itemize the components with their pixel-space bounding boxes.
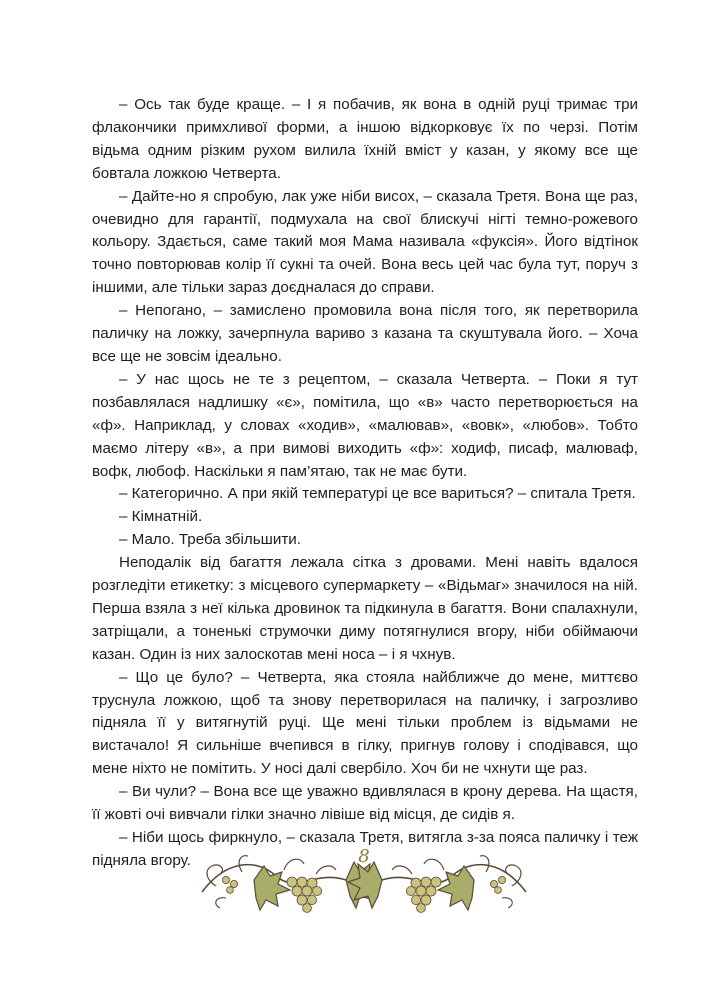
paragraph: Неподалік від багаття лежала сітка з дровами. Мені навіть вдалося розгледіти етикетку: з місцевого супермаркету – «Відьмаг» значилося на ній. Перша взяла з неї кілька дровинок та підкинула в багаття. Вони спалахнули, затріщали, а тоненькі струмочки диму потягнулися вгору, ніби обіймаючи казан. Один із них залоскотав мені носа – і я чхнув. bbox=[92, 554, 638, 663]
paragraph: – Категорично. А при якій температурі це все вариться? – спитала Третя. bbox=[119, 485, 636, 503]
paragraph: – Ось так буде краще. – І я побачив, як вона в одній руці тримає три флакончики примхливої форми, а іншою відкорковує їх по черзі. Потім відьма одним різким рухом вилила їхній вміст у казан, у якому все ще бовтала ложкою Четверта. bbox=[92, 96, 638, 182]
paragraph: – Мало. Треба збільшити. bbox=[119, 531, 301, 549]
paragraph: – Ви чули? – Вона все ще уважно вдивлялася в крону дерева. На щастя, її жовті очі вивчали гілки значно лівіше від місця, де сидів я. bbox=[92, 783, 638, 824]
page-body bbox=[92, 94, 638, 873]
paragraph: – Непогано, – замислено промовила вона після того, як перетворила паличку на ложку, зачерпнула вариво з казана та скуштувала його. – Хоча все ще не зовсім ідеально. bbox=[92, 302, 638, 365]
paragraph: – Дайте-но я спробую, лак уже ніби висох, – сказала Третя. Вона ще раз, очевидно для гарантії, подмухала на свої блискучі нігті темно-рожевого кольору. Здається, саме такий моя Мама називала «фуксія». Його відтінок точно повторював колір її сукні та очей. Вона весь цей час була тут, поруч з іншими, але тільки зараз доєдналася до справи. bbox=[92, 187, 638, 297]
paragraph: – Що це було? – Четверта, яка стояла найближче до мене, миттєво труснула ложкою, щоб та знову перетворилася на паличку, і загрозливо підняла її у витягнутій руці. Ще мені тільки проблем із відьмами не вистачало! Я сильніше вчепився в гілку, пригнув голову і сподівався, що мене ніхто не помітить. У носі далі свербіло. Хоч би не чхнути ще раз. bbox=[92, 668, 638, 778]
paragraph: – У нас щось не те з рецептом, – сказала Четверта. – Поки я тут позбавлялася надлишку «є», помітила, що «в» часто перетворюється на «ф». Наприклад, у словах «ходив», «малював», «вовк», «любов». Тобто маємо літеру «в», а при вимові виходить «ф»: ходиф, писаф, малюваф, вофк, любоф. Наскільки я пам’ятаю, так не має бути. bbox=[92, 370, 638, 480]
paragraph: – Кімнатній. bbox=[119, 508, 203, 526]
paragraph: – Ніби щось фиркнуло, – сказала Третя, витягла з-за пояса паличку і теж підняла вгору. bbox=[92, 829, 638, 869]
page-number: 8 bbox=[358, 846, 370, 867]
grape-vine-right bbox=[348, 856, 526, 913]
grape-vine-icon bbox=[196, 840, 532, 920]
